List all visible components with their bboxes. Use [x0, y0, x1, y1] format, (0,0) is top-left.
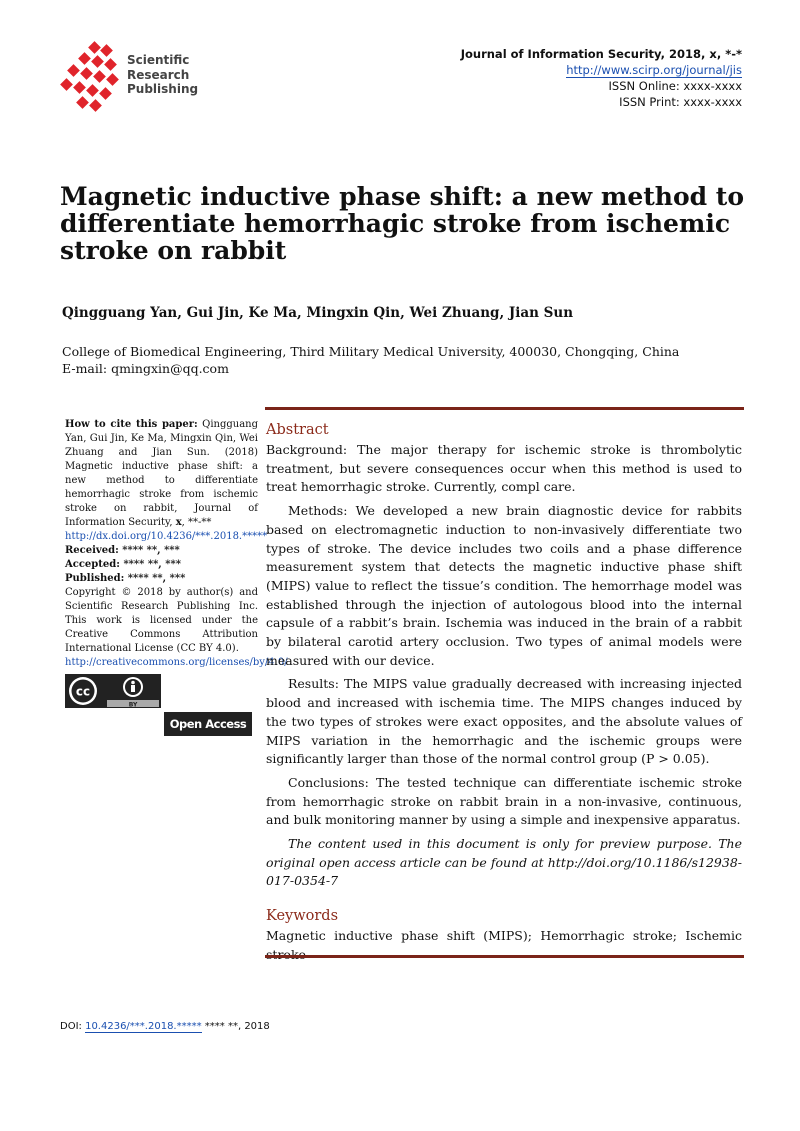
accepted-date: Accepted: **** **, ***	[65, 559, 181, 570]
footer-date: **** **, 2018	[201, 1021, 270, 1032]
abstract-heading: Abstract	[266, 422, 329, 438]
issn-online: ISSN Online: xxxx-xxxx	[608, 79, 742, 93]
preview-note: The content used in this document is only for preview purpose. The original open access article can be found at http://doi.org/10.1186/s12938-017-0354-7	[266, 836, 742, 889]
footer-doi-label: DOI:	[60, 1021, 86, 1032]
license-link[interactable]: http://creativecommons.org/licenses/by/4.0/	[65, 657, 288, 668]
abstract-section	[266, 421, 742, 965]
abstract-conclusions: Conclusions: The tested technique can differentiate ischemic stroke from hemorrhagic stroke on rabbit brain in a non-invasive, continuous, and bulk monitoring manner by using a simple and inexpensive apparatus.	[266, 774, 742, 828]
journal-name: Journal of Information Security, 2018, x, *-*	[460, 47, 742, 61]
abstract-top-rule	[265, 407, 744, 410]
abstract-bottom-rule	[265, 955, 744, 958]
citation-sidebar	[65, 418, 288, 708]
page-footer	[60, 1021, 270, 1032]
open-access-badge[interactable]: Open Access	[164, 712, 252, 736]
how-to-cite	[65, 418, 258, 530]
logo-diamonds-icon	[60, 41, 119, 112]
received-date: Received: **** **, ***	[65, 545, 180, 556]
doi-link[interactable]: http://dx.doi.org/10.4236/***.2018.*****	[65, 531, 268, 542]
abstract-methods: Methods: We developed a new brain diagnostic device for rabbits based on electromagnetic induction to non-invasively differentiate two types of stroke. The device includes two coils and a phase difference measurement system that detects the magnetic inductive phase shift (MIPS) value to reflect the tissue’s condition. The hemorrhage model was established through the injection of autologous blood into the internal capsule of a rabbit’s brain. Ischemia was induced in the brain of a rabbit by bilateral carotid artery occlusion. Two types of animal models were measured with our device.	[266, 503, 742, 668]
cite-text: Qingguang Yan, Gui Jin, Ke Ma, Mingxin Qin, Wei Zhuang and Jian Sun. (2018) Magnetic inductive phase shift: a new method to differentiate hemorrhagic stroke from ischemic stroke on rabbit, Journal of Information Security,	[65, 419, 258, 528]
published-date: Published: **** **, ***	[65, 573, 186, 584]
author-list: Qingguang Yan, Gui Jin, Ke Ma, Mingxin Qin, Wei Zhuang, Jian Sun	[62, 305, 574, 321]
issn-print: ISSN Print: xxxx-xxxx	[619, 95, 742, 109]
publisher-name	[127, 53, 198, 97]
publisher-name-line: Research	[127, 67, 190, 82]
journal-header	[461, 46, 742, 110]
cite-label: How to cite this paper:	[65, 419, 198, 430]
affiliation-block	[62, 343, 679, 377]
footer-doi-link[interactable]: 10.4236/***.2018.*****	[85, 1021, 202, 1032]
contact-email: E-mail: qmingxin@qq.com	[62, 361, 229, 376]
copyright-notice: Copyright © 2018 by author(s) and Scientific Research Publishing Inc. This work is licensed under the Creative Commons Attribution International License (CC BY 4.0).	[65, 587, 258, 654]
publisher-name-line: Publishing	[127, 82, 199, 96]
cc-license-icon	[65, 674, 161, 708]
publisher-name-line: Scientific	[127, 53, 190, 67]
cite-volume: x	[175, 517, 182, 528]
abstract-background: Background: The major therapy for ischemic stroke is thrombolytic treatment, but severe consequences occur when this method is used to treat hemorrhagic stroke. Currently, compl care.	[266, 442, 742, 495]
cc-by-badge[interactable]	[65, 674, 161, 708]
cite-pages: , **-**	[181, 517, 212, 528]
cc-label: cc	[75, 684, 91, 699]
keywords-text: Magnetic inductive phase shift (MIPS); Hemorrhagic stroke; Ischemic	[266, 928, 742, 944]
by-label: BY	[128, 701, 138, 708]
journal-url-link[interactable]: http://www.scirp.org/journal/jis	[566, 63, 742, 77]
article-title: Magnetic inductive phase shift: a new method to differentiate hemorrhagic stroke from ischemic stroke on rabbit	[60, 182, 745, 265]
publication-dates	[65, 544, 258, 586]
affiliation: College of Biomedical Engineering, Third Military Medical University, 400030, Chongqing, China	[62, 344, 680, 359]
abstract-results: Results: The MIPS value gradually decreased with increasing injected blood and increased with ischemia time. The MIPS changes induced by the two types of strokes were exact opposites, and the absolute values of MIPS variation in the hemorrhagic and the ischemic groups were significantly larger than those of the normal control group (P > 0.05).	[266, 676, 742, 767]
keywords-heading: Keywords	[266, 908, 339, 925]
